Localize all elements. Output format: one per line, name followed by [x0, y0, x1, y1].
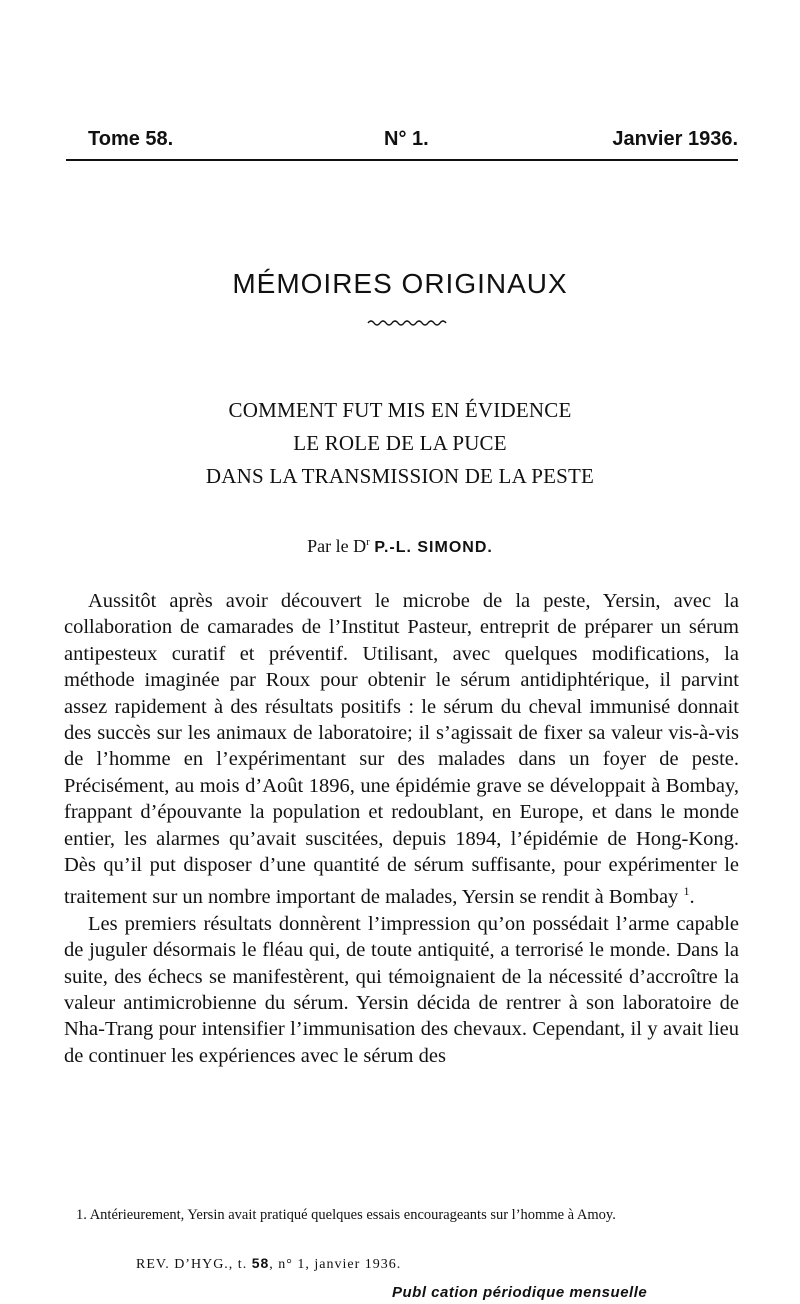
- paragraph: [64, 911, 739, 1069]
- header-rule: [66, 159, 738, 161]
- publication-note: Publ cation périodique mensuelle: [392, 1284, 648, 1301]
- citation-prefix: REV. D’HYG., t.: [136, 1257, 248, 1272]
- byline-title-sup: r: [366, 536, 370, 548]
- citation-volume: 58: [251, 1255, 270, 1271]
- article-title: [0, 394, 800, 493]
- citation-rest: , n° 1, janvier 1936.: [269, 1257, 402, 1272]
- journal-citation: [136, 1255, 401, 1273]
- section-title: MÉMOIRES ORIGINAUX: [232, 268, 568, 299]
- byline: [0, 536, 800, 557]
- issue-number: N° 1.: [384, 128, 429, 150]
- article-body: [64, 588, 739, 1069]
- paragraph: [64, 588, 739, 911]
- author-name: P.-L. SIMOND.: [374, 539, 493, 556]
- title-line: COMMENT FUT MIS EN ÉVIDENCE: [228, 398, 572, 422]
- paragraph-text: Les premiers résultats donnèrent l’impression qu’on possédait l’arme capable de juguler désormais le fléau qui, de toute antiquité, a terrorisé le monde. Dans la suite, des échecs se manifestèrent, qui témoignaient de la nécessité d’accroître la valeur antimicrobienne du sérum. Yersin décida de rentrer à son laboratoire de Nha-Trang pour intensifier l’immunisation des chevaux. Cependant, il y avait lieu de continuer les expériences avec le sérum des: [64, 912, 739, 1067]
- byline-prefix: Par le D: [307, 536, 367, 556]
- journal-header: [66, 124, 738, 158]
- paragraph-text: Aussitôt après avoir découvert le microbe de la peste, Yersin, avec la collaboration de camarades de l’Institut Pasteur, entreprit de préparer un sérum antipesteux curatif et préventif. Utilisant, avec quelques modifications, la méthode imaginée par Roux pour obtenir le sérum antidiphtérique, il parvint assez rapidement à des résultats positifs : le sérum du cheval immunisé donnait des succès sur les animaux de laboratoire; il s’agissait de fixer sa valeur vis-à-vis de l’homme en l’expérimentant sur des malades dans un foyer de peste. Précisément, au mois d’Août 1896, une épidémie grave se développait à Bombay, frappant d’épouvante la population et redoublant, en Europe, et dans le monde entier, les alarmes qu’avait suscitées, depuis 1894, l’épidémie de Hong-Kong. Dès qu’il put disposer d’une quantité de sérum suffisante, pour expérimenter le traitement sur un nombre important de malades, Yersin se rendit à Bombay: [64, 590, 739, 909]
- issue-date: Janvier 1936.: [612, 128, 738, 150]
- volume-label: Tome 58.: [88, 128, 174, 150]
- ornament-divider: [366, 318, 448, 328]
- footnote-ref: 1: [683, 884, 690, 899]
- paragraph-end: .: [689, 886, 695, 909]
- footnote: 1. Antérieurement, Yersin avait pratiqué quelques essais encourageants sur l’homme à Amoy.: [76, 1207, 616, 1223]
- title-line: LE ROLE DE LA PUCE: [293, 431, 507, 455]
- title-line: DANS LA TRANSMISSION DE LA PESTE: [205, 464, 595, 488]
